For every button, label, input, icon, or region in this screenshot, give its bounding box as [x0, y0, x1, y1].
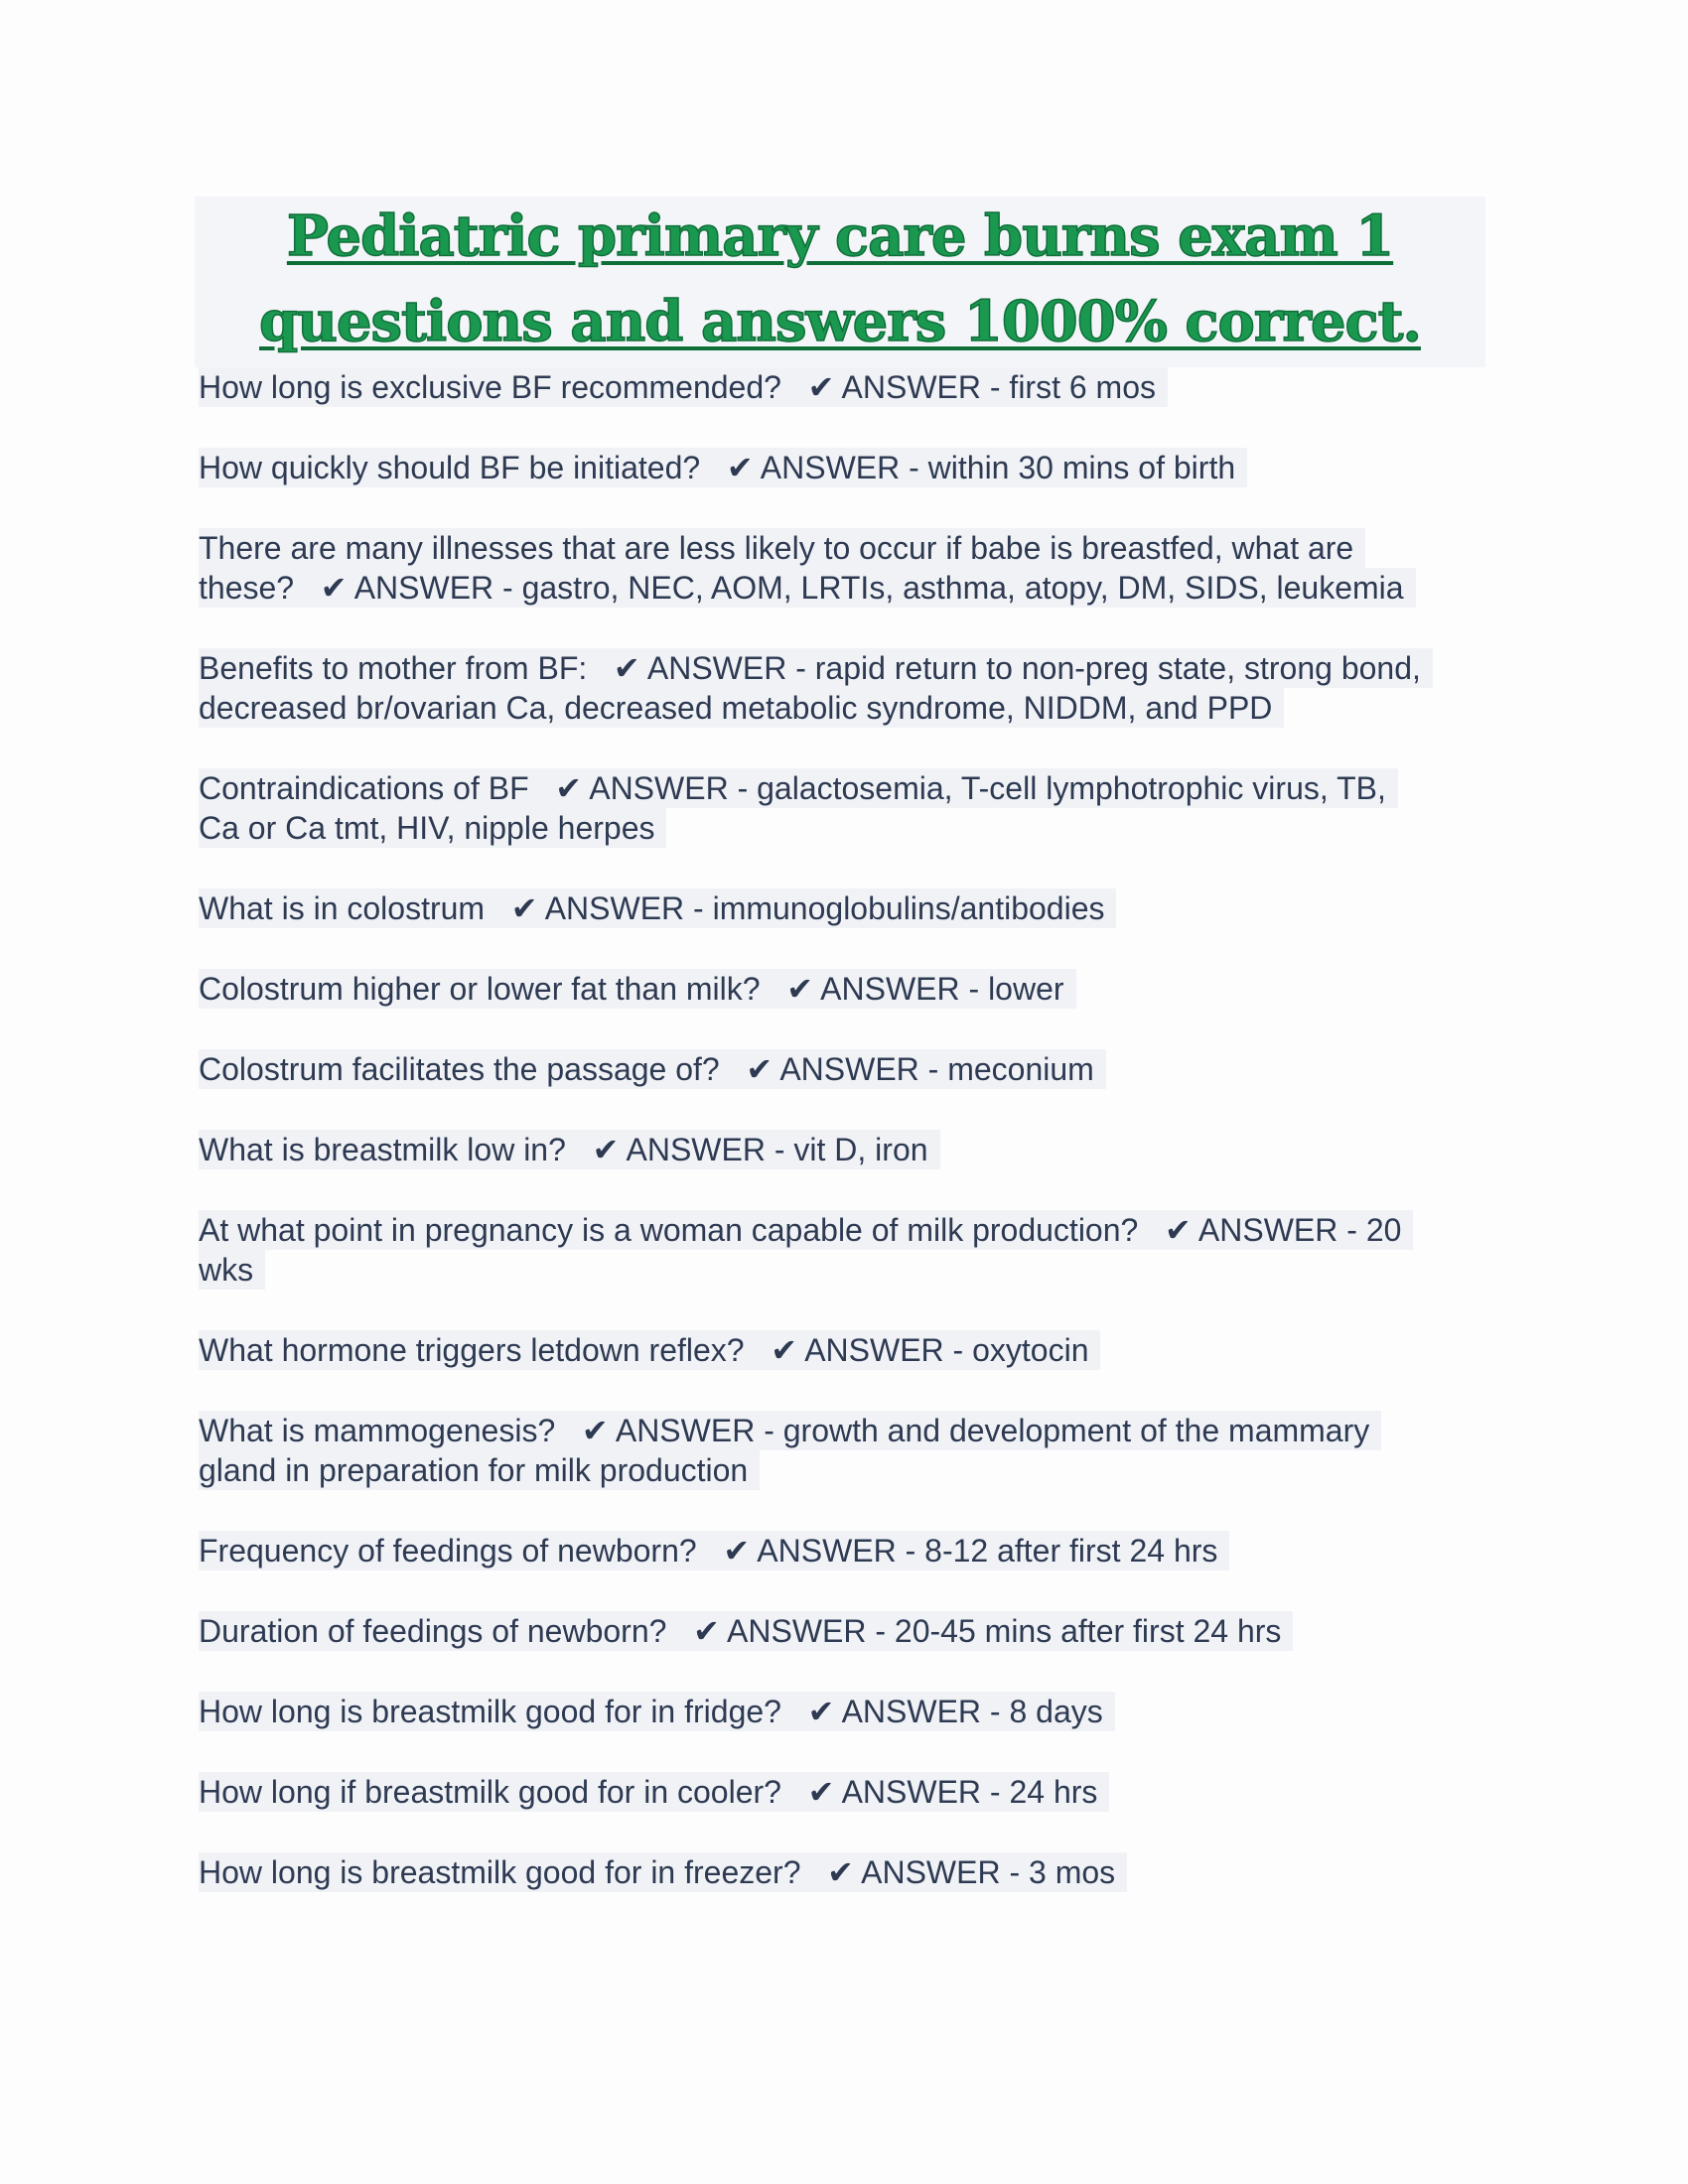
qa-item — [199, 648, 1489, 728]
title-line-2: questions and answers 1000% correct. — [259, 289, 1421, 354]
qa-text-line: gland in preparation for milk production — [199, 1450, 760, 1490]
qa-text-line: How long is breastmilk good for in fridge? ✔ ANSWER - 8 days — [199, 1692, 1115, 1731]
qa-text-line: Ca or Ca tmt, HIV, nipple herpes — [199, 808, 666, 848]
qa-text-line: There are many illnesses that are less likely to occur if babe is breastfed, what are — [199, 528, 1365, 568]
qa-text-line: What is in colostrum ✔ ANSWER - immunoglobulins/antibodies — [199, 888, 1116, 928]
qa-text-line: Frequency of feedings of newborn? ✔ ANSWER - 8-12 after first 24 hrs — [199, 1531, 1229, 1570]
qa-text-line: Colostrum facilitates the passage of? ✔ ANSWER - meconium — [199, 1049, 1106, 1089]
qa-item — [199, 1692, 1489, 1731]
qa-item — [199, 367, 1489, 407]
qa-item — [199, 1130, 1489, 1169]
document-title — [195, 197, 1485, 367]
qa-item — [199, 1852, 1489, 1892]
qa-text-line: How long is exclusive BF recommended? ✔ ANSWER - first 6 mos — [199, 367, 1168, 407]
qa-text-line: these? ✔ ANSWER - gastro, NEC, AOM, LRTIs, asthma, atopy, DM, SIDS, leukemia — [199, 568, 1416, 608]
qa-item — [199, 1531, 1489, 1570]
qa-text-line: Contraindications of BF ✔ ANSWER - galactosemia, T-cell lymphotrophic virus, TB, — [199, 768, 1398, 808]
qa-item — [199, 768, 1489, 848]
qa-text-line: Duration of feedings of newborn? ✔ ANSWER - 20-45 mins after first 24 hrs — [199, 1611, 1293, 1651]
qa-text-line: Benefits to mother from BF: ✔ ANSWER - rapid return to non-preg state, strong bond, — [199, 648, 1433, 688]
qa-text-line: Colostrum higher or lower fat than milk? ✔ ANSWER - lower — [199, 969, 1076, 1009]
qa-text-line: decreased br/ovarian Ca, decreased metabolic syndrome, NIDDM, and PPD — [199, 688, 1284, 728]
qa-list — [199, 367, 1489, 1933]
qa-text-line: What hormone triggers letdown reflex? ✔ ANSWER - oxytocin — [199, 1330, 1100, 1370]
qa-item — [199, 1210, 1489, 1290]
qa-text-line: How quickly should BF be initiated? ✔ ANSWER - within 30 mins of birth — [199, 448, 1247, 487]
qa-item — [199, 1611, 1489, 1651]
qa-text-line: wks — [199, 1250, 265, 1290]
qa-item — [199, 1330, 1489, 1370]
qa-item — [199, 969, 1489, 1009]
qa-item — [199, 448, 1489, 487]
qa-item — [199, 1772, 1489, 1812]
qa-item — [199, 1049, 1489, 1089]
qa-item — [199, 1411, 1489, 1490]
title-line-1: Pediatric primary care burns exam 1 — [286, 204, 1394, 269]
qa-item — [199, 888, 1489, 928]
qa-text-line: What is mammogenesis? ✔ ANSWER - growth and development of the mammary — [199, 1411, 1381, 1450]
qa-text-line: How long if breastmilk good for in cooler? ✔ ANSWER - 24 hrs — [199, 1772, 1109, 1812]
qa-text-line: What is breastmilk low in? ✔ ANSWER - vit D, iron — [199, 1130, 940, 1169]
qa-item — [199, 528, 1489, 608]
qa-text-line: How long is breastmilk good for in freezer? ✔ ANSWER - 3 mos — [199, 1852, 1127, 1892]
qa-text-line: At what point in pregnancy is a woman capable of milk production? ✔ ANSWER - 20 — [199, 1210, 1413, 1250]
